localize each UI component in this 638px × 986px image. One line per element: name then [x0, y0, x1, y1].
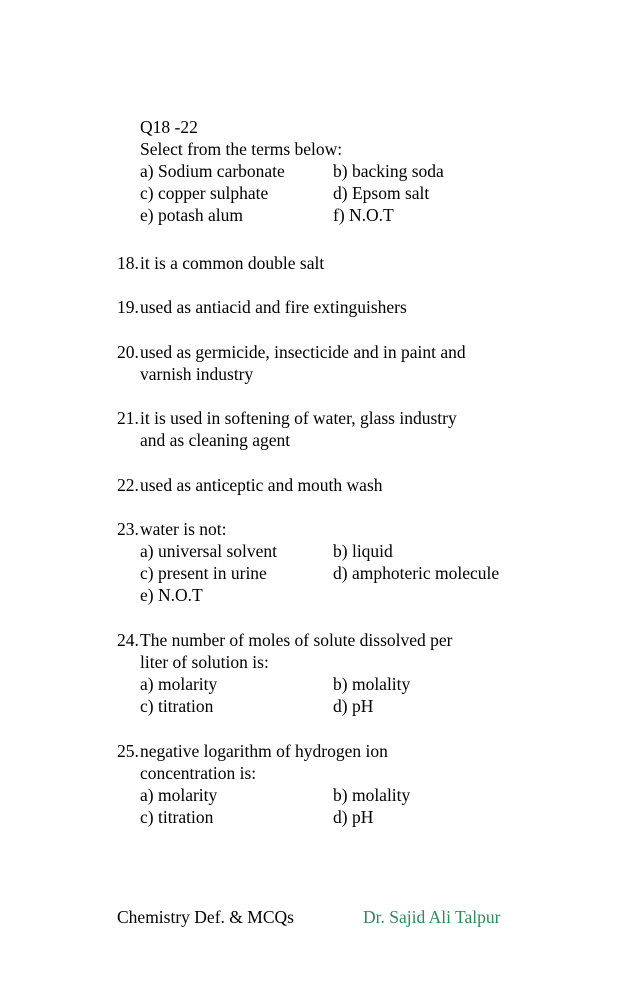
question-text: it is used in softening of water, glass industry	[140, 408, 457, 428]
question-text: water is not:	[140, 519, 227, 539]
question-line	[117, 651, 557, 673]
question-text: and as cleaning agent	[140, 430, 291, 450]
answer-option: d) pH	[333, 696, 374, 716]
intro-option: b) backing soda	[333, 161, 444, 181]
question-line	[117, 363, 557, 385]
answer-option: b) molality	[333, 674, 411, 694]
question-line	[117, 407, 557, 429]
question-text: concentration is:	[140, 763, 257, 783]
answer-option: e) N.O.T	[140, 585, 203, 605]
intro-option: d) Epsom salt	[333, 183, 430, 203]
question-line	[117, 474, 557, 496]
question-23	[117, 518, 557, 606]
answer-option: a) universal solvent	[140, 541, 278, 561]
question-number: 23.	[117, 519, 139, 539]
question-number: 24.	[117, 630, 139, 650]
answer-option-row	[117, 584, 557, 606]
intro-option: a) Sodium carbonate	[140, 161, 285, 181]
question-line	[117, 518, 557, 540]
question-number: 20.	[117, 342, 139, 362]
intro-instruction: Select from the terms below:	[140, 139, 343, 159]
answer-option-row	[117, 540, 557, 562]
intro-instruction-row	[117, 138, 557, 160]
question-25	[117, 740, 557, 828]
question-text: negative logarithm of hydrogen ion	[140, 741, 388, 761]
answer-option-row	[117, 806, 557, 828]
intro-option: c) copper sulphate	[140, 183, 269, 203]
answer-option: c) titration	[140, 807, 214, 827]
answer-option-row	[117, 562, 557, 584]
answer-option-row	[117, 784, 557, 806]
question-text: used as anticeptic and mouth wash	[140, 475, 383, 495]
question-text: varnish industry	[140, 364, 254, 384]
intro-option-row	[117, 160, 557, 182]
question-number: 21.	[117, 408, 139, 428]
question-line	[117, 252, 557, 274]
question-number: 25.	[117, 741, 139, 761]
intro-heading-row	[117, 116, 557, 138]
intro-option: f) N.O.T	[333, 205, 394, 225]
intro-option: e) potash alum	[140, 205, 244, 225]
question-18	[117, 252, 557, 274]
answer-option: c) titration	[140, 696, 214, 716]
question-line	[117, 740, 557, 762]
question-20	[117, 341, 557, 385]
answer-option-row	[117, 695, 557, 717]
question-text: used as antiacid and fire extinguishers	[140, 297, 407, 317]
footer-book-title: Chemistry Def. & MCQs	[117, 907, 294, 927]
question-line	[117, 341, 557, 363]
answer-option: b) liquid	[333, 541, 393, 561]
question-text: liter of solution is:	[140, 652, 269, 672]
footer-author: Dr. Sajid Ali Talpur	[363, 907, 501, 927]
question-text: used as germicide, insecticide and in paint and	[140, 342, 466, 362]
question-number: 22.	[117, 475, 139, 495]
question-21	[117, 407, 557, 451]
answer-option: b) molality	[333, 785, 411, 805]
page-footer	[117, 906, 527, 928]
answer-option-row	[117, 673, 557, 695]
question-24	[117, 629, 557, 717]
question-number: 19.	[117, 297, 139, 317]
intro-option-row	[117, 182, 557, 204]
intro-option-row	[117, 204, 557, 226]
question-text: it is a common double salt	[140, 253, 325, 273]
answer-option: c) present in urine	[140, 563, 267, 583]
answer-option: d) pH	[333, 807, 374, 827]
question-number: 18.	[117, 253, 139, 273]
answer-option: a) molarity	[140, 674, 218, 694]
question-line	[117, 296, 557, 318]
question-22	[117, 474, 557, 496]
question-text: The number of moles of solute dissolved per	[140, 630, 453, 650]
question-line	[117, 429, 557, 451]
question-19	[117, 296, 557, 318]
intro-heading: Q18 -22	[140, 117, 198, 137]
answer-option: d) amphoteric molecule	[333, 563, 500, 583]
question-set-intro	[117, 116, 557, 226]
question-line	[117, 629, 557, 651]
answer-option: a) molarity	[140, 785, 218, 805]
question-line	[117, 762, 557, 784]
